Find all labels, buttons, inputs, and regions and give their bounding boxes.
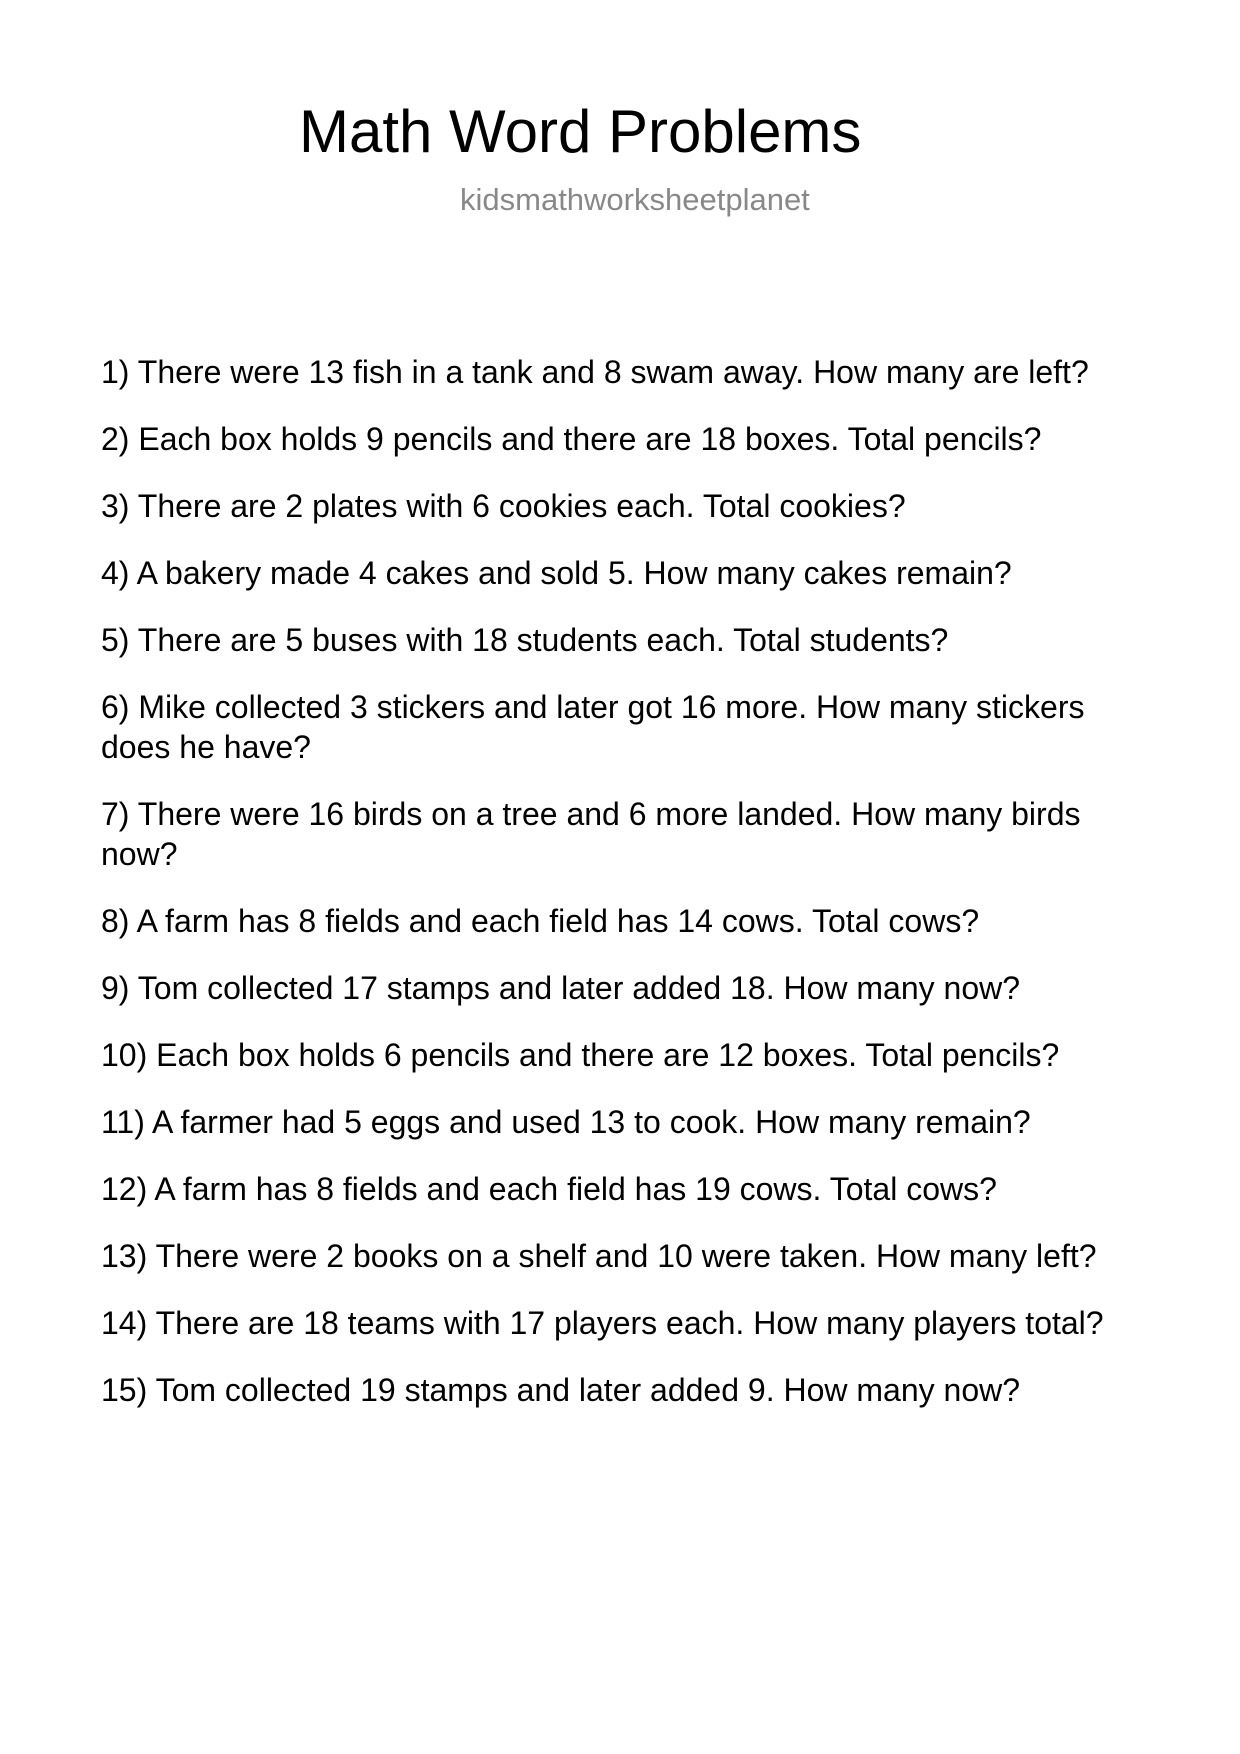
problem-item-14: 14) There are 18 teams with 17 players each. How many players total? [101, 1305, 1104, 1341]
problem-item-7: 7) There were 16 birds on a tree and 6 more landed. How many birds now? [101, 796, 1081, 872]
worksheet-title: Math Word Problems [299, 98, 862, 165]
problem-item-8: 8) A farm has 8 fields and each field has 14 cows. Total cows? [101, 903, 980, 939]
problem-item-6: 6) Mike collected 3 stickers and later got 16 more. How many stickers does he have? [101, 689, 1085, 765]
problem-item-9: 9) Tom collected 17 stamps and later added 18. How many now? [101, 970, 1021, 1006]
problem-item-2: 2) Each box holds 9 pencils and there are 18 boxes. Total pencils? [101, 421, 1042, 457]
problem-item-11: 11) A farmer had 5 eggs and used 13 to cook. How many remain? [101, 1104, 1031, 1140]
problem-item-13: 13) There were 2 books on a shelf and 10 were taken. How many left? [101, 1238, 1097, 1274]
problem-item-3: 3) There are 2 plates with 6 cookies each. Total cookies? [101, 488, 906, 524]
problem-list [101, 352, 1141, 1437]
problem-item-4: 4) A bakery made 4 cakes and sold 5. How many cakes remain? [101, 555, 1012, 591]
problem-item-5: 5) There are 5 buses with 18 students each. Total students? [101, 622, 949, 658]
worksheet-source-label: kidsmathworksheetplanet [460, 182, 810, 217]
problem-item-1: 1) There were 13 fish in a tank and 8 swam away. How many are left? [101, 354, 1089, 390]
problem-item-15: 15) Tom collected 19 stamps and later added 9. How many now? [101, 1372, 1021, 1408]
problem-item-12: 12) A farm has 8 fields and each field has 19 cows. Total cows? [101, 1171, 997, 1207]
problem-item-10: 10) Each box holds 6 pencils and there are 12 boxes. Total pencils? [101, 1037, 1060, 1073]
